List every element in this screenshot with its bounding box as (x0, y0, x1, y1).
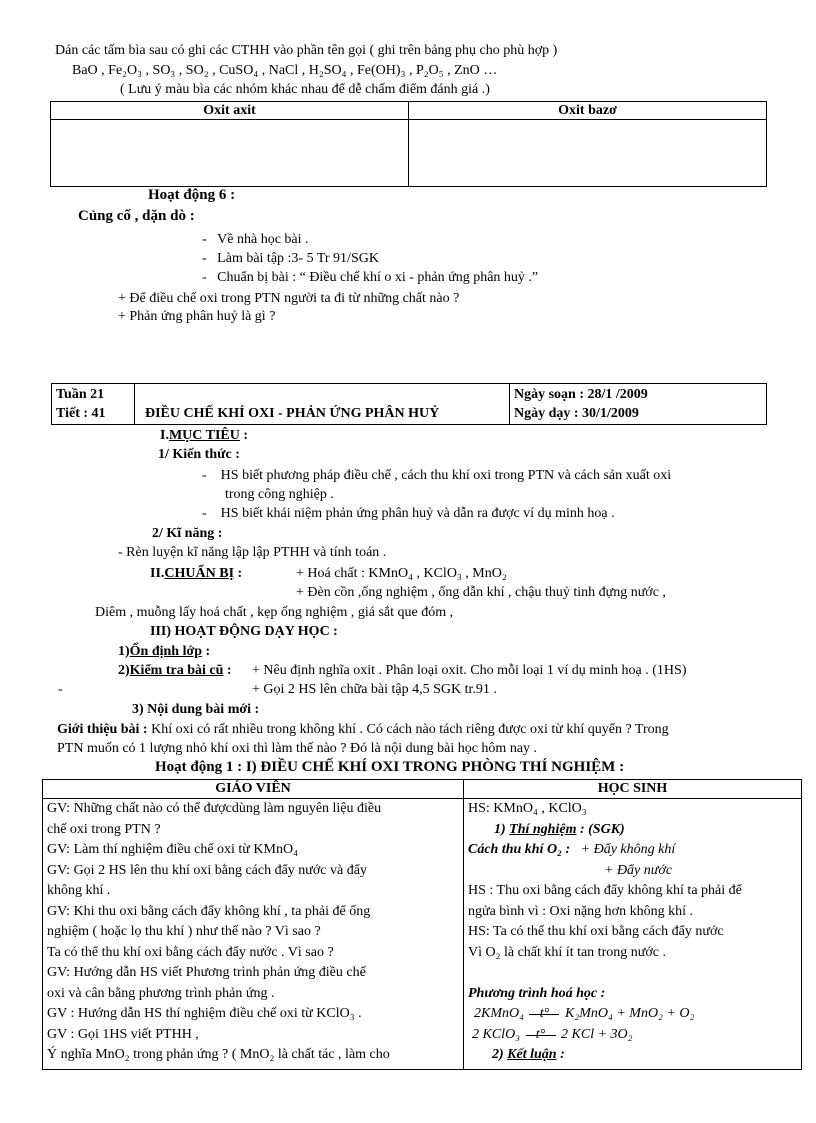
old-lesson-check: 2)Kiểm tra bài cũ : (118, 663, 232, 678)
col-oxit-bazo: Oxit bazơ (409, 102, 767, 120)
activities-heading: III) HOẠT ĐỘNG DẠY HỌC : (150, 624, 338, 639)
knowledge-heading: 1/ Kiến thức : (158, 447, 240, 462)
intro-line-1: Giới thiệu bài : Khí oxi có rất nhiều trong không khí . Có cách nào tách riêng được oxi từ khí quyển ? Trong (57, 722, 669, 737)
question-1: + Để điều chế oxi trong PTN người ta đi từ những chất nào ? (118, 291, 460, 306)
table-row: GV: Hướng dẫn HS viết Phương trình phản ứng điều chế (47, 965, 366, 980)
reaction-arrow: t° (524, 1025, 558, 1046)
question-2: + Phản ứng phân huỷ là gì ? (118, 309, 276, 324)
table-row: GV : Gọi 1HS viết PTHH , (47, 1026, 199, 1042)
instruction-text: Dán các tấm bìa sau có ghi các CTHH vào phần tên gọi ( ghi trên bảng phụ cho phù hợp ) (55, 43, 558, 58)
col-teacher: GIÁO VIÊN (43, 780, 464, 799)
table-row: HS: KMnO₄ , KClO₃ (468, 801, 587, 816)
list-item: - Làm bài tập :3- 5 Tr 91/SGK (202, 251, 379, 266)
col-oxit-axit: Oxit axit (51, 102, 409, 120)
col-student: HỌC SINH (464, 780, 802, 799)
table-row: Phương trình hoá học : (468, 985, 606, 1001)
table-row: GV: Khi thu oxi bằng cách đẩy không khí , ta phải để ống (47, 903, 371, 919)
lesson-dates: Ngày soạn : 28/1 /2009 Ngày dạy : 30/1/2009 (510, 384, 767, 425)
table-row (468, 963, 797, 984)
table-row: không khí . (47, 883, 111, 898)
teacher-cell (43, 799, 464, 1070)
lesson-header (51, 383, 767, 425)
activity6-title: Hoạt động 6 : (148, 187, 236, 203)
table-row: nghiệm ( hoặc lọ thu khí ) như thế nào ? Vì sao ? (47, 924, 321, 939)
table-row: ngửa bình vì : Oxi nặng hơn không khí . (468, 903, 693, 919)
formula-list: BaO , Fe₂O₃ , SO₃ , SO₂ , CuSO₄ , NaCl , H₂SO₄ , Fe(OH)₃ , P₂O₅ , ZnO … (72, 63, 498, 78)
table-row: 1) Thí nghiệm : (SGK) (494, 821, 625, 837)
equation-2: 2 KClO₃ t° 2 KCl + 3O₂ (468, 1025, 797, 1046)
check-item-1: + Nêu định nghĩa oxit . Phân loại oxit. Cho mỗi loại 1 ví dụ minh hoạ . (1HS) (252, 663, 687, 678)
tools-line-1: + Đèn cồn ,ống nghiệm , ống dẫn khí , chậu thuỷ tinh đựng nước , (296, 585, 666, 600)
skills-item: - Rèn luyện kĩ năng lập lập PTHH và tính toán . (118, 545, 387, 560)
new-lesson-heading: 3) Nội dung bài mới : (132, 702, 260, 717)
objectives-heading: I.MỤC TIÊU : (160, 428, 249, 443)
chemicals: + Hoá chất : KMnO₄ , KClO₃ , MnO₂ (296, 566, 507, 581)
table-row: Cách thu khí O₂ : + Đẩy không khí (468, 842, 676, 857)
check-item-2: + Gọi 2 HS lên chữa bài tập 4,5 SGK tr.91 . (252, 682, 497, 697)
cell-oxit-axit (51, 120, 409, 187)
activity1-title: Hoạt động 1 : I) ĐIỀU CHẾ KHÍ OXI TRONG PHÒNG THÍ NGHIỆM : (155, 759, 625, 775)
color-note: ( Lưu ý màu bìa các nhóm khác nhau để dễ chấm điểm đánh giá .) (120, 82, 490, 97)
dash-mark: - (58, 682, 63, 697)
table-row: Ý nghĩa MnO₂ trong phản ứng ? ( MnO₂ là chất tác , làm cho (47, 1047, 390, 1062)
list-item: - Chuẩn bị bài : “ Điều chế khí o xi - phản ứng phân huỷ .” (202, 270, 539, 285)
reaction-arrow: t° (527, 1004, 561, 1025)
table-row: Vì O₂ là chất khí ít tan trong nước . (468, 944, 666, 960)
table-row: Ta có thể thu khí oxi bằng cách đẩy nước . Vì sao ? (47, 944, 334, 960)
tools-line-2: Diêm , muỗng lấy hoá chất , kẹp ống nghiệm , giá sắt que đóm , (95, 605, 454, 620)
prepare-heading: II.CHUẨN BỊ : (150, 566, 243, 581)
lesson-title: ĐIỀU CHẾ KHÍ OXI - PHẢN ỨNG PHÂN HUỶ (135, 384, 510, 425)
table-row: chế oxi trong PTN ? (47, 821, 161, 837)
table-row: GV: Những chất nào có thể đượcdùng làm nguyên liệu điều (47, 801, 382, 816)
skills-heading: 2/ Kĩ năng : (152, 526, 223, 541)
table-row: HS: Ta có thể thu khí oxi bằng cách đẩy nước (468, 924, 724, 939)
table-row: GV : Hướng dẫn HS thí nghiệm điều chế oxi từ KClO₃ . (47, 1006, 362, 1021)
table-row: HS : Thu oxi bằng cách đẩy không khí ta phải để (468, 883, 742, 898)
oxide-table (50, 101, 767, 187)
week-period: Tuần 21 Tiết : 41 (52, 384, 135, 425)
intro-line-2: PTN muốn có 1 lượng nhỏ khí oxi thì làm thế nào ? Đó là nội dung bài học hôm nay . (57, 741, 538, 756)
table-row: GV: Gọi 2 HS lên thu khí oxi bằng cách đẩy nước và đẩy (47, 862, 367, 878)
list-item: - HS biết khái niệm phản ứng phân huỷ và dẫn ra được ví dụ minh hoạ . (202, 506, 615, 521)
list-item: - Về nhà học bài . (202, 232, 309, 247)
table-row: + Đẩy nước (604, 862, 673, 878)
activity6-subtitle: Củng cố , dặn dò : (78, 208, 195, 224)
table-row: GV: Làm thí nghiệm điều chế oxi từ KMnO₄ (47, 842, 298, 857)
equation-1: 2KMnO₄ t° K₂MnO₄ + MnO₂ + O₂ (468, 1004, 797, 1025)
table-row: oxi và cân bằng phương trình phản ứng . (47, 985, 275, 1001)
class-order: 1)Ổn định lớp : (118, 644, 211, 659)
activity-table (42, 779, 802, 1070)
cell-oxit-bazo (409, 120, 767, 187)
student-cell (464, 799, 802, 1070)
table-row: 2) Kết luận : (492, 1047, 565, 1062)
list-item: - HS biết phương pháp điều chế , cách thu khí oxi trong PTN và cách sản xuất oxi (202, 468, 672, 483)
list-item-cont: trong công nghiệp . (225, 487, 334, 502)
